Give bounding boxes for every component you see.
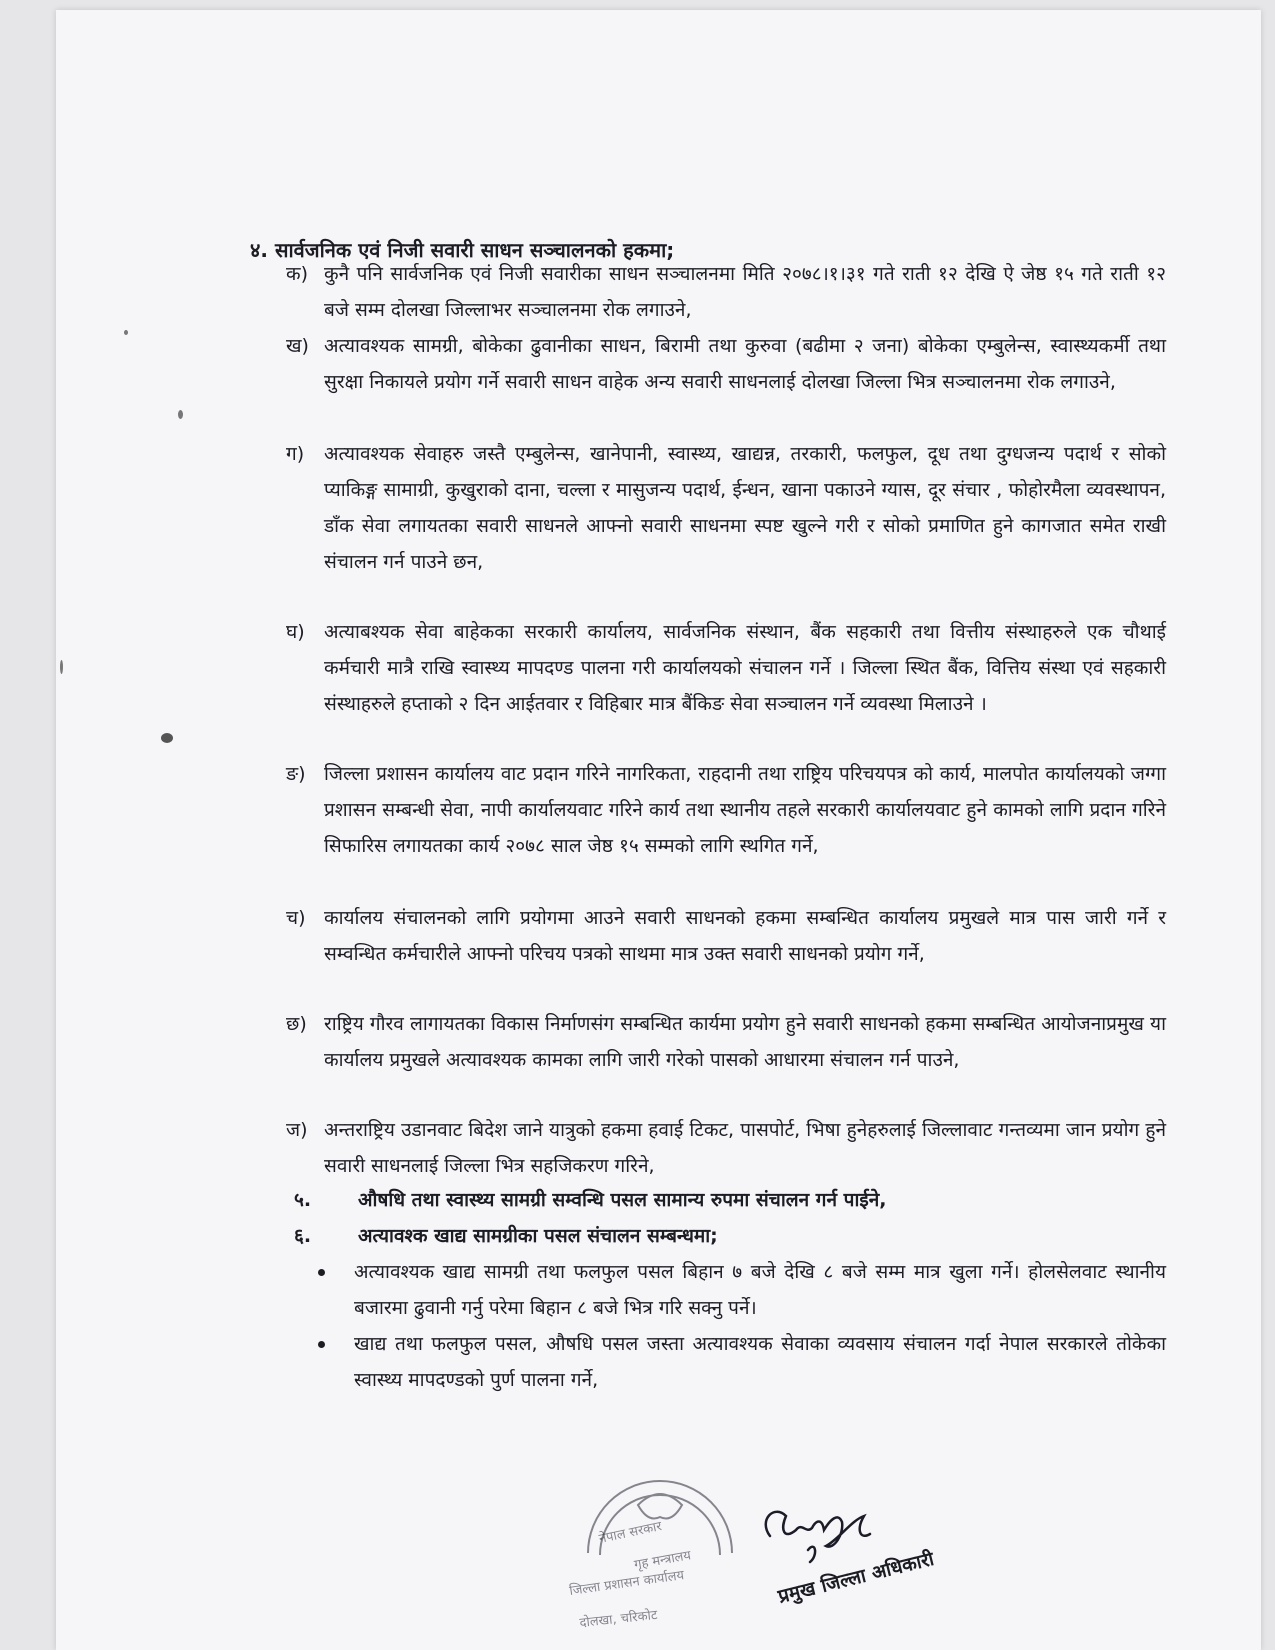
item-number: ५. — [294, 1189, 312, 1211]
numbered-item — [294, 1218, 1164, 1254]
item-number: ६. — [294, 1225, 312, 1247]
item-marker: च) — [286, 907, 306, 929]
item-text: अत्यावश्यक सामग्री, बोकेका ढुवानीका साधन, बिरामी तथा कुरुवा (बढीमा २ जना) बोकेका एम्बुलेन्स, स्वास्थ्यकर्मी तथा सुरक्षा निकायले प्रयोग गर्ने सवारी साधन वाहेक अन्य सवारी साधनलाई दोलखा जिल्ला भित्र सञ्चालनमा रोक लगाउने, — [324, 335, 1166, 393]
item-text: अन्तराष्ट्रिय उडानवाट बिदेश जाने यात्रुको हकमा हवाई टिकट, पासपोर्ट, भिषा हुनेहरुलाई जिल्लावाट गन्तव्यमा जान प्रयोग हुने सवारी साधनलाई जिल्ला भित्र सहजिकरण गरिने, — [324, 1119, 1166, 1177]
list-item — [286, 614, 1166, 722]
item-text: अत्यावश्क खाद्य सामग्रीका पसल संचालन सम्बन्धमा; — [358, 1225, 718, 1247]
list-item — [286, 328, 1166, 400]
item-text: राष्ट्रिय गौरव लागायतका विकास निर्माणसंग सम्बन्धित कार्यमा प्रयोग हुने सवारी साधनको हकमा सम्बन्धित आयोजनाप्रमुख या कार्यालय प्रमुखले अत्यावश्यक कामका लागि जारी गरेको पासको आधारमा संचालन गर्न पाउने, — [324, 1013, 1166, 1071]
scan-speck — [124, 330, 128, 335]
list-item — [286, 756, 1166, 864]
item-marker: ज) — [286, 1119, 308, 1141]
list-item — [286, 436, 1166, 580]
bullet-icon — [318, 1269, 325, 1276]
scan-speck — [60, 660, 63, 674]
item-marker: क) — [286, 263, 309, 285]
item-text: औषधि तथा स्वास्थ्य सामग्री सम्वन्धि पसल सामान्य रुपमा संचालन गर्न पाईने, — [358, 1189, 887, 1211]
bullet-item — [318, 1254, 1166, 1326]
officer-title-stamp — [770, 1545, 970, 1615]
scan-speck — [161, 733, 173, 743]
office-seal-stamp — [560, 1465, 760, 1640]
item-marker: ङ) — [286, 763, 306, 785]
item-text: कुनै पनि सार्वजनिक एवं निजी सवारीका साधन सञ्चालनमा मिति २०७८।१।३१ गते राती १२ देखि ऐ जेष्ठ १५ गते राती १२ बजे सम्म दोलखा जिल्लाभर सञ्चालनमा रोक लगाउने, — [324, 263, 1166, 321]
scan-speck — [178, 410, 183, 419]
bullet-icon — [318, 1341, 325, 1348]
item-marker: ख) — [286, 335, 309, 357]
section-heading: ४. सार्वजनिक एवं निजी सवारी साधन सञ्चालनको हकमा; — [250, 238, 675, 262]
seal-line: नेपाल सरकार — [597, 1518, 664, 1547]
numbered-item — [294, 1182, 1164, 1218]
item-marker: छ) — [286, 1013, 307, 1035]
officer-title: प्रमुख जिल्ला अधिकारी — [775, 1547, 937, 1608]
list-item — [286, 1112, 1166, 1184]
list-item — [286, 1006, 1166, 1078]
seal-line: जिल्ला प्रशासन कार्यालय — [568, 1568, 685, 1599]
bullet-item — [318, 1326, 1166, 1398]
seal-line: गृह मन्त्रालय — [633, 1548, 693, 1573]
seal-line: दोलखा, चरिकोट — [578, 1607, 659, 1631]
item-text: अत्याबश्यक सेवा बाहेकका सरकारी कार्यालय, सार्वजनिक संस्थान, बैंक सहकारी तथा वित्तीय संस्थाहरुले एक चौथाई कर्मचारी मात्रै राखि स्वास्थ्य मापदण्ड पालना गरी कार्यालयको संचालन गर्ने । जिल्ला स्थित बैंक, वित्तिय संस्था एवं सहकारी संस्थाहरुले हप्ताको २ दिन आईतवार र विहिबार मात्र बैंकिङ सेवा सञ्चालन गर्ने व्यवस्था मिलाउने । — [324, 621, 1166, 715]
item-marker: ग) — [286, 443, 305, 465]
bullet-text: खाद्य तथा फलफुल पसल, औषधि पसल जस्ता अत्यावश्यक सेवाका व्यवसाय संचालन गर्दा नेपाल सरकारले तोकेका स्वास्थ्य मापदण्डको पुर्ण पालना गर्ने, — [354, 1333, 1166, 1391]
item-marker: घ) — [286, 621, 305, 643]
item-text: अत्यावश्यक सेवाहरु जस्तै एम्बुलेन्स, खानेपानी, स्वास्थ्य, खाद्यन्न, तरकारी, फलफुल, दूध तथा दुग्धजन्य पदार्थ र सोको प्याकिङ्ग सामाग्री, कुखुराको दाना, चल्ला र मासुजन्य पदार्थ, ईन्धन, खाना पकाउने ग्यास, दूर संचार , फोहोरमैला व्यवस्थापन, डाँक सेवा लगायतका सवारी साधनले आफ्नो सवारी साधनमा स्पष्ट खुल्ने गरी र सोको प्रमाणित हुने कागजात समेत राखी संचालन गर्न पाउने छन, — [324, 443, 1166, 573]
item-text: कार्यालय संचालनको लागि प्रयोगमा आउने सवारी साधनको हकमा सम्बन्धित कार्यालय प्रमुखले मात्र पास जारी गर्ने र सम्वन्धित कर्मचारीले आफ्नो परिचय पत्रको साथमा मात्र उक्त सवारी साधनको प्रयोग गर्ने, — [324, 907, 1166, 965]
list-item — [286, 900, 1166, 972]
list-item — [286, 256, 1166, 328]
bullet-text: अत्यावश्यक खाद्य सामग्री तथा फलफुल पसल बिहान ७ बजे देखि ८ बजे सम्म मात्र खुला गर्ने। होलसेलवाट स्थानीय बजारमा ढुवानी गर्नु परेमा बिहान ८ बजे भित्र गरि सक्नु पर्ने। — [354, 1261, 1166, 1319]
item-text: जिल्ला प्रशासन कार्यालय वाट प्रदान गरिने नागरिकता, राहदानी तथा राष्ट्रिय परिचयपत्र को कार्य, मालपोत कार्यालयको जग्गा प्रशासन सम्बन्धी सेवा, नापी कार्यालयवाट गरिने कार्य तथा स्थानीय तहले सरकारी कार्यालयवाट हुने कामको लागि प्रदान गरिने सिफारिस लगायतका कार्य २०७८ साल जेष्ठ १५ सम्मको लागि स्थगित गर्ने, — [324, 763, 1166, 857]
